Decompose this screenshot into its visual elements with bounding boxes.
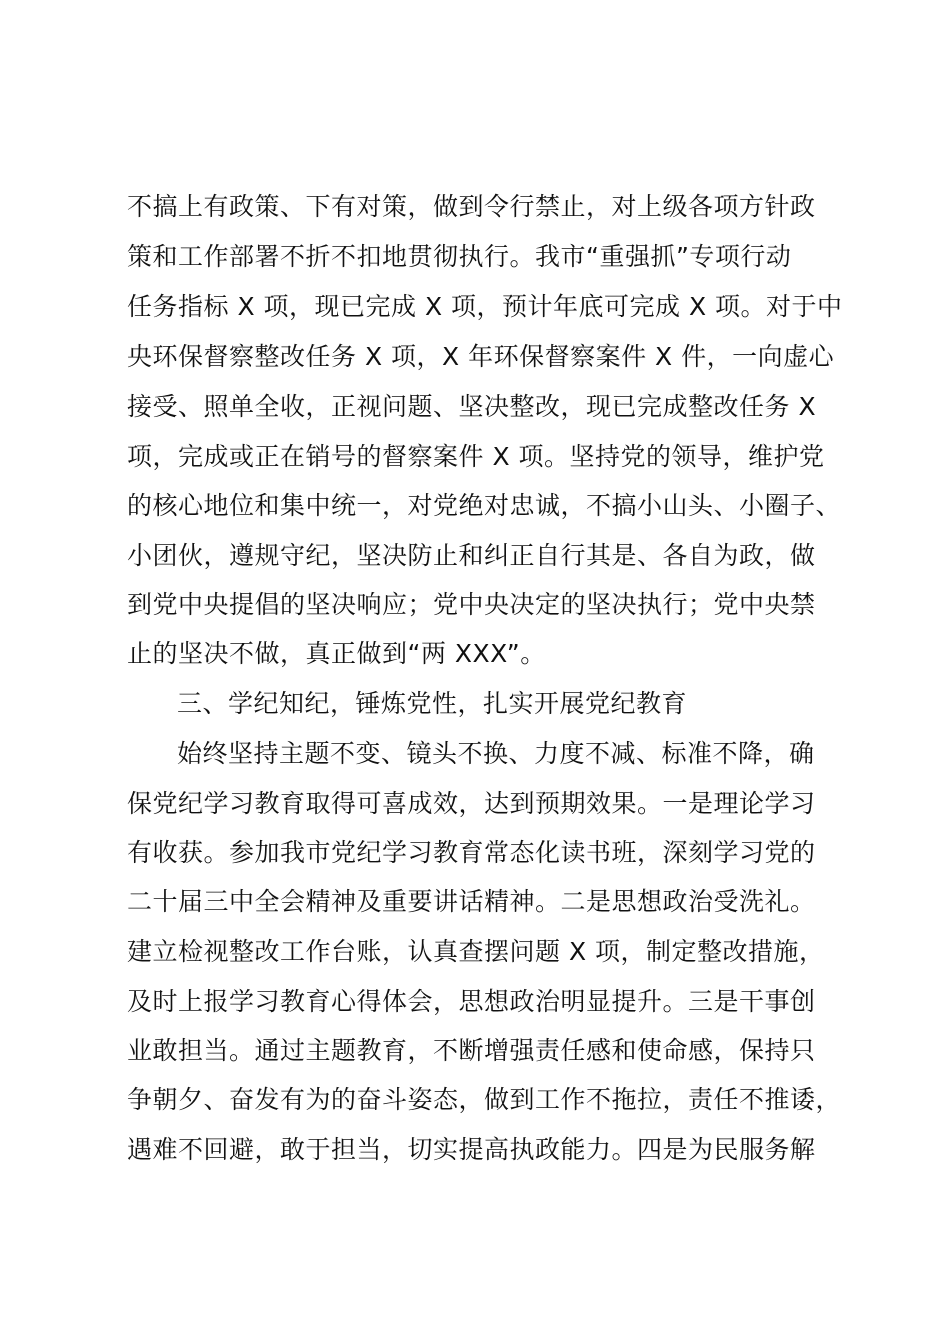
body-text-line: 小团伙，遵规守纪，坚决防止和纠正自行其是、各自为政，做	[127, 541, 816, 570]
body-text-line: 始终坚持主题不变、镜头不换、力度不减、标准不降，确	[177, 739, 815, 768]
body-text-line: 的核心地位和集中统一，对党绝对忠诚，不搞小山头、小圈子、	[127, 491, 842, 520]
body-text-line: 项，完成或正在销号的督察案件 X 项。坚持党的领导，维护党	[127, 442, 825, 471]
body-text-line: 策和工作部署不折不扣地贯彻执行。我市“重强抓”专项行动	[127, 242, 792, 271]
body-text-line: 有收获。参加我市党纪学习教育常态化读书班，深刻学习党的	[127, 838, 816, 867]
section-heading: 三、学纪知纪，锤炼党性，扎实开展党纪教育	[177, 689, 688, 718]
body-text-line: 建立检视整改工作台账，认真查摆问题 X 项，制定整改措施，	[127, 937, 825, 966]
body-text-line: 止的坚决不做，真正做到“两 XXX”。	[127, 639, 546, 668]
body-text-line: 及时上报学习教育心得体会，思想政治明显提升。三是干事创	[127, 987, 816, 1016]
body-text-line: 二十届三中全会精神及重要讲话精神。二是思想政治受洗礼。	[127, 887, 816, 916]
body-text-line: 遇难不回避，敢于担当，切实提高执政能力。四是为民服务解	[127, 1135, 816, 1164]
body-text-line: 到党中央提倡的坚决响应；党中央决定的坚决执行；党中央禁	[127, 590, 816, 619]
body-text-line: 保党纪学习教育取得可喜成效，达到预期效果。一是理论学习	[127, 789, 816, 818]
body-text-line: 争朝夕、奋发有为的奋斗姿态，做到工作不拖拉，责任不推诿，	[127, 1085, 842, 1114]
body-text-line: 业敢担当。通过主题教育，不断增强责任感和使命感，保持只	[127, 1036, 816, 1065]
body-text-line: 接受、照单全收，正视问题、坚决整改，现已完成整改任务 X	[127, 392, 817, 421]
body-text-line: 任务指标 X 项，现已完成 X 项，预计年底可完成 X 项。对于中	[127, 292, 843, 321]
body-text-line: 央环保督察整改任务 X 项，X 年环保督察案件 X 件，一向虚心	[127, 342, 835, 371]
body-text-line: 不搞上有政策、下有对策，做到令行禁止，对上级各项方针政	[127, 192, 816, 221]
